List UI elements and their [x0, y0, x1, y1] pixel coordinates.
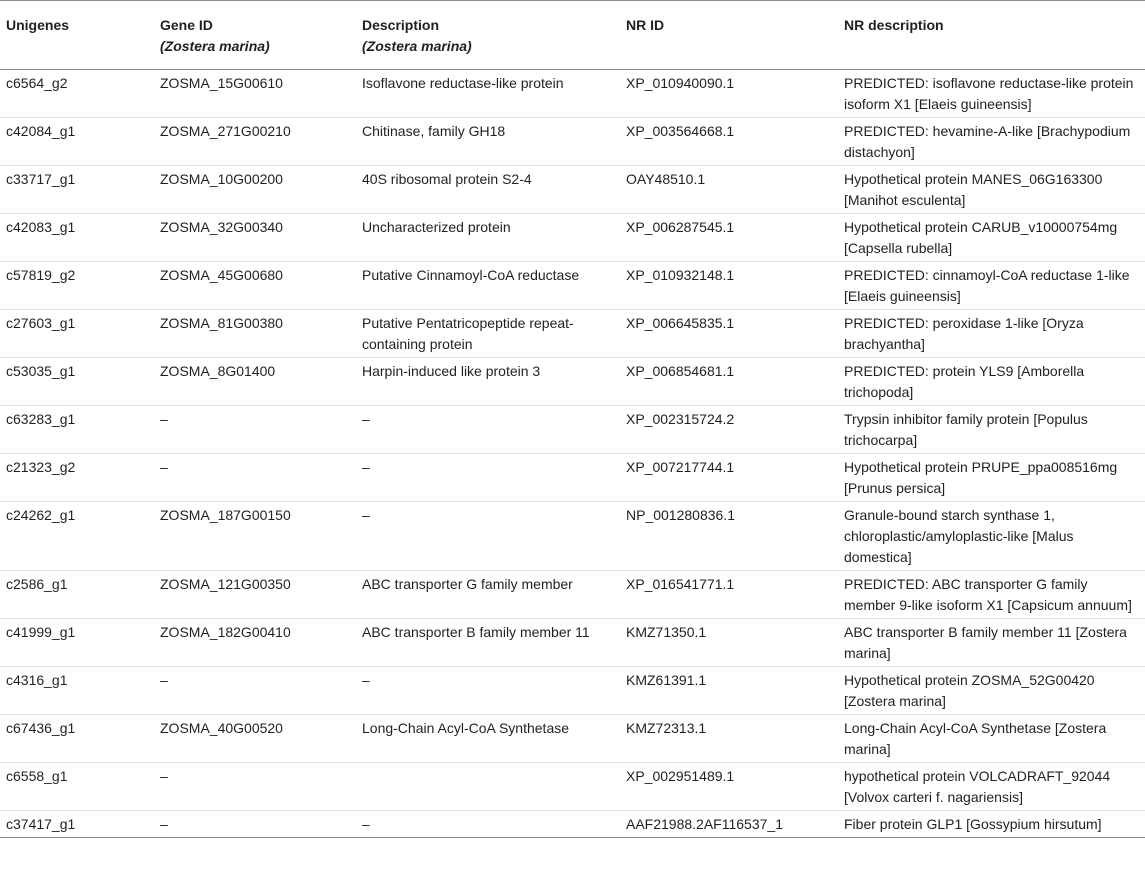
cell-nr-description: PREDICTED: hevamine-A-like [Brachypodium distachyon] — [838, 118, 1145, 166]
cell-description: – — [356, 667, 620, 715]
cell-unigene: c53035_g1 — [0, 358, 154, 406]
cell-gene-id: ZOSMA_10G00200 — [154, 166, 356, 214]
cell-gene-id: – — [154, 406, 356, 454]
cell-gene-id: ZOSMA_40G00520 — [154, 715, 356, 763]
cell-nr-description: Hypothetical protein CARUB_v10000754mg [Capsella rubella] — [838, 214, 1145, 262]
cell-unigene: c42083_g1 — [0, 214, 154, 262]
cell-unigene: c67436_g1 — [0, 715, 154, 763]
cell-nr-id: KMZ71350.1 — [620, 619, 838, 667]
cell-nr-id: XP_010940090.1 — [620, 70, 838, 118]
cell-gene-id: ZOSMA_271G00210 — [154, 118, 356, 166]
cell-description: ABC transporter B family member 11 — [356, 619, 620, 667]
cell-nr-id: OAY48510.1 — [620, 166, 838, 214]
cell-nr-description: PREDICTED: protein YLS9 [Amborella trichopoda] — [838, 358, 1145, 406]
cell-gene-id: ZOSMA_8G01400 — [154, 358, 356, 406]
table-row — [0, 715, 1145, 763]
table-header — [0, 1, 1145, 70]
cell-nr-description: hypothetical protein VOLCADRAFT_92044 [Volvox carteri f. nagariensis] — [838, 763, 1145, 811]
table-row — [0, 214, 1145, 262]
cell-nr-description: ABC transporter B family member 11 [Zostera marina] — [838, 619, 1145, 667]
table-row — [0, 502, 1145, 571]
header-gene-id-label: Gene ID — [160, 17, 213, 33]
table-row — [0, 667, 1145, 715]
table-row — [0, 763, 1145, 811]
cell-nr-id: XP_003564668.1 — [620, 118, 838, 166]
table-row — [0, 358, 1145, 406]
cell-nr-description: PREDICTED: ABC transporter G family member 9-like isoform X1 [Capsicum annuum] — [838, 571, 1145, 619]
cell-nr-description: Trypsin inhibitor family protein [Populus trichocarpa] — [838, 406, 1145, 454]
cell-description: Uncharacterized protein — [356, 214, 620, 262]
cell-unigene: c6564_g2 — [0, 70, 154, 118]
table-row — [0, 619, 1145, 667]
header-description-label: Description — [362, 17, 440, 33]
cell-gene-id: ZOSMA_45G00680 — [154, 262, 356, 310]
cell-nr-description: PREDICTED: cinnamoyl-CoA reductase 1-like [Elaeis guineensis] — [838, 262, 1145, 310]
cell-description: – — [356, 406, 620, 454]
cell-nr-id: XP_006287545.1 — [620, 214, 838, 262]
cell-gene-id: ZOSMA_121G00350 — [154, 571, 356, 619]
cell-unigene: c33717_g1 — [0, 166, 154, 214]
cell-nr-id: KMZ72313.1 — [620, 715, 838, 763]
header-unigenes: Unigenes — [0, 1, 154, 70]
cell-description: – — [356, 811, 620, 838]
cell-description: ABC transporter G family member — [356, 571, 620, 619]
cell-unigene: c6558_g1 — [0, 763, 154, 811]
cell-nr-id: XP_016541771.1 — [620, 571, 838, 619]
cell-nr-description: Granule-bound starch synthase 1, chloroplastic/amyloplastic-like [Malus domestica] — [838, 502, 1145, 571]
table-row — [0, 811, 1145, 838]
cell-unigene: c2586_g1 — [0, 571, 154, 619]
cell-unigene: c24262_g1 — [0, 502, 154, 571]
cell-unigene: c37417_g1 — [0, 811, 154, 838]
cell-nr-id: AAF21988.2AF116537_1 — [620, 811, 838, 838]
cell-nr-id: XP_002315724.2 — [620, 406, 838, 454]
table-row — [0, 262, 1145, 310]
header-nr-description: NR description — [838, 1, 1145, 70]
cell-nr-id: XP_007217744.1 — [620, 454, 838, 502]
cell-unigene: c42084_g1 — [0, 118, 154, 166]
table-row — [0, 310, 1145, 358]
cell-unigene: c57819_g2 — [0, 262, 154, 310]
table-row — [0, 454, 1145, 502]
table-row — [0, 406, 1145, 454]
cell-unigene: c27603_g1 — [0, 310, 154, 358]
table-row — [0, 166, 1145, 214]
table-row — [0, 118, 1145, 166]
cell-nr-description: PREDICTED: isoflavone reductase-like protein isoform X1 [Elaeis guineensis] — [838, 70, 1145, 118]
cell-nr-id: XP_006645835.1 — [620, 310, 838, 358]
cell-gene-id: – — [154, 667, 356, 715]
cell-nr-description: Long-Chain Acyl-CoA Synthetase [Zostera marina] — [838, 715, 1145, 763]
table-row — [0, 571, 1145, 619]
cell-nr-description: Hypothetical protein PRUPE_ppa008516mg [Prunus persica] — [838, 454, 1145, 502]
cell-gene-id: ZOSMA_81G00380 — [154, 310, 356, 358]
cell-gene-id: ZOSMA_32G00340 — [154, 214, 356, 262]
cell-nr-id: XP_002951489.1 — [620, 763, 838, 811]
cell-unigene: c21323_g2 — [0, 454, 154, 502]
cell-nr-description: Hypothetical protein ZOSMA_52G00420 [Zostera marina] — [838, 667, 1145, 715]
cell-gene-id: – — [154, 811, 356, 838]
cell-gene-id: ZOSMA_187G00150 — [154, 502, 356, 571]
cell-nr-id: KMZ61391.1 — [620, 667, 838, 715]
cell-description: Putative Pentatricopeptide repeat-containing protein — [356, 310, 620, 358]
cell-unigene: c63283_g1 — [0, 406, 154, 454]
cell-description: 40S ribosomal protein S2-4 — [356, 166, 620, 214]
cell-nr-id: XP_006854681.1 — [620, 358, 838, 406]
cell-description: Chitinase, family GH18 — [356, 118, 620, 166]
header-row — [0, 1, 1145, 70]
cell-description: Putative Cinnamoyl-CoA reductase — [356, 262, 620, 310]
header-gene-id-species: (Zostera marina) — [160, 38, 270, 54]
cell-description: – — [356, 502, 620, 571]
header-description — [356, 1, 620, 70]
cell-nr-description: PREDICTED: peroxidase 1-like [Oryza brachyantha] — [838, 310, 1145, 358]
cell-unigene: c4316_g1 — [0, 667, 154, 715]
cell-description: Long-Chain Acyl-CoA Synthetase — [356, 715, 620, 763]
cell-nr-description: Fiber protein GLP1 [Gossypium hirsutum] — [838, 811, 1145, 838]
cell-gene-id: ZOSMA_182G00410 — [154, 619, 356, 667]
cell-description: Isoflavone reductase-like protein — [356, 70, 620, 118]
cell-description — [356, 763, 620, 811]
cell-gene-id: – — [154, 763, 356, 811]
cell-unigene: c41999_g1 — [0, 619, 154, 667]
cell-description: – — [356, 454, 620, 502]
header-nr-id: NR ID — [620, 1, 838, 70]
cell-nr-id: XP_010932148.1 — [620, 262, 838, 310]
cell-nr-description: Hypothetical protein MANES_06G163300 [Manihot esculenta] — [838, 166, 1145, 214]
table-body — [0, 70, 1145, 838]
header-gene-id — [154, 1, 356, 70]
cell-nr-id: NP_001280836.1 — [620, 502, 838, 571]
cell-description: Harpin-induced like protein 3 — [356, 358, 620, 406]
header-description-species: (Zostera marina) — [362, 38, 472, 54]
table-row — [0, 70, 1145, 118]
cell-gene-id: – — [154, 454, 356, 502]
cell-gene-id: ZOSMA_15G00610 — [154, 70, 356, 118]
